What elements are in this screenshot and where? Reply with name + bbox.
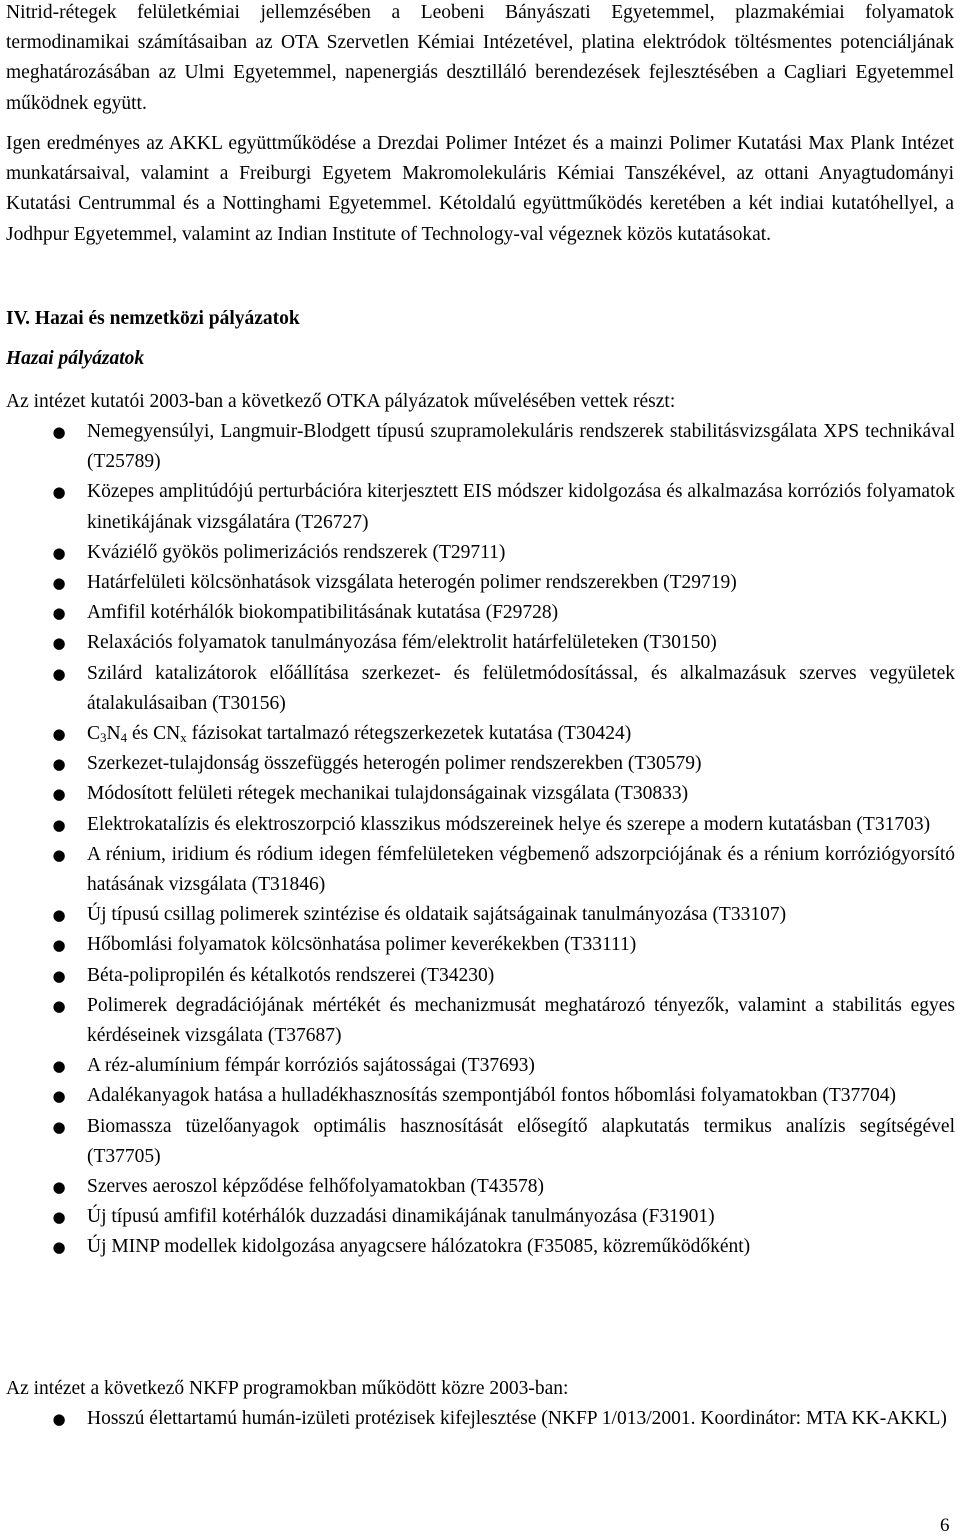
bullet-icon: ● xyxy=(52,1178,66,1197)
list-item-text: Kváziélő gyökös polimerizációs rendszerek (T29711) xyxy=(87,541,506,563)
nkfp-list xyxy=(0,1404,960,1434)
bullet-icon: ● xyxy=(52,755,66,774)
list-item-text: Béta-polipropilén és kétalkotós rendszerei (T34230) xyxy=(87,964,495,986)
list-item xyxy=(0,538,960,568)
list-item-text: Módosított felületi rétegek mechanikai tulajdonságainak vizsgálata (T30833) xyxy=(87,783,689,805)
bullet-icon: ● xyxy=(52,1057,66,1076)
bullet-icon: ● xyxy=(52,664,66,683)
subsection-title: Hazai pályázatok xyxy=(6,348,145,369)
page-number: 6 xyxy=(940,1515,950,1536)
list-item xyxy=(0,961,960,991)
bullet-icon: ● xyxy=(52,604,66,623)
list-item xyxy=(0,659,960,719)
list-item-text: Adalékanyagok hatása a hulladékhasznosítás szempontjából fontos hőbomlási folyamatokban (T37704) xyxy=(87,1085,897,1107)
list-item-text: A rénium, iridium és ródium idegen fémfelületeken végbemenő adszorpciójának és a rénium korróziógyorsító hatásának vizsgálata (T31846) xyxy=(87,843,955,896)
list-item xyxy=(0,1081,960,1111)
nkfp-intro: Az intézet a következő NKFP programokban működött közre 2003-ban: xyxy=(6,1378,569,1399)
list-item-text: Relaxációs folyamatok tanulmányozása fém/elektrolit határfelületeken (T30150) xyxy=(87,632,717,654)
list-item-text: Elektrokatalízis és elektroszorpció klasszikus módszereinek helye és szerepe a modern kutatásban (T31703) xyxy=(87,813,931,835)
list-item xyxy=(0,568,960,598)
list-item xyxy=(0,1404,960,1434)
bullet-icon: ● xyxy=(52,574,66,593)
bullet-icon: ● xyxy=(52,1208,66,1227)
bullet-icon: ● xyxy=(52,906,66,925)
list-item-text: Határfelületi kölcsönhatások vizsgálata heterogén polimer rendszerekben (T29719) xyxy=(87,572,737,594)
formula-cn-subscript: x xyxy=(180,730,187,746)
list-item xyxy=(0,477,960,537)
list-item-text: Új típusú csillag polimerek szintézise és oldataik sajátságainak tanulmányozása (T33107) xyxy=(87,904,787,926)
list-item-text: Polimerek degradációjának mértékét és mechanizmusát meghatározó tényezők, valamint a stabilitás egyes kérdéseinek vizsgálata (T37687) xyxy=(87,994,955,1047)
bullet-icon: ● xyxy=(52,423,66,441)
bullet-icon: ● xyxy=(52,1410,66,1428)
bullet-icon: ● xyxy=(52,996,66,1015)
list-item xyxy=(0,840,960,900)
list-item-formula xyxy=(0,719,960,749)
list-item-text: Hőbomlási folyamatok kölcsönhatása polimer keverékekben (T33111) xyxy=(87,934,637,956)
list-item-text: Amfifil kotérhálók biokompatibilitásának kutatása (F29728) xyxy=(87,602,559,624)
list-item xyxy=(0,1232,960,1262)
list-item-text: Nemegyensúlyi, Langmuir-Blodgett típusú szupramolekuláris rendszerek stabilitásvizsgálata XPS technikával (T25789) xyxy=(87,421,955,473)
list-item-text: Szilárd katalizátorok előállítása szerkezet- és felületmódosítással, és alkalmazásuk szerves vegyületek átalakulásaiban (T30156) xyxy=(87,662,955,714)
paragraph-cooperation-1: Nitrid-rétegek felületkémiai jellemzésében a Leobeni Bányászati Egyetemmel, plazmakémiai folyamatok termodinamikai számításaiban az OTA Szervetlen Kémiai Intézetével, platina elektródok töltésmentes potenciáljának meghatározásában az Ulmi Egyetemmel, napenergiás desztilláló berendezések fejlesztésében a Cagliari Egyetemmel működnek együtt. xyxy=(6,2,954,114)
bullet-icon: ● xyxy=(52,483,66,502)
formula-c: C xyxy=(87,723,101,745)
bullet-icon: ● xyxy=(52,634,66,653)
list-item xyxy=(0,417,960,477)
formula-n-subscript: 4 xyxy=(120,730,128,746)
paragraph-cooperation-2: Igen eredményes az AKKL együttműködése a Drezdai Polimer Intézet és a mainzi Polimer Kutatási Max Plank Intézet munkatársaival, valamint a Freiburgi Egyetem Makromolekuláris Kémiai Tanszékével, az ottani Anyagtudományi Kutatási Centrummal és a Nottinghami Egyetemmel. Kétoldalú együttműködés keretében a két indiai kutatóhellyel, a Jodhpur Egyetemmel, valamint az Indian Institute of Technology-val végeznek közös kutatásokat. xyxy=(6,133,954,245)
list-item-text: A réz-alumínium fémpár korróziós sajátosságai (T37693) xyxy=(87,1055,535,1077)
bullet-icon: ● xyxy=(52,966,66,985)
list-item xyxy=(0,991,960,1051)
bullet-icon: ● xyxy=(52,1117,66,1136)
bullet-icon: ● xyxy=(52,815,66,834)
list-item-text: Új típusú amfifil kotérhálók duzzadási dinamikájának tanulmányozása (F31901) xyxy=(87,1206,715,1228)
list-item xyxy=(0,1202,960,1232)
bullet-icon: ● xyxy=(52,1238,66,1257)
list-item xyxy=(0,749,960,779)
bullet-icon: ● xyxy=(52,936,66,955)
list-item-text: Szerves aeroszol képződése felhőfolyamatokban (T43578) xyxy=(87,1176,544,1198)
bullet-icon: ● xyxy=(52,543,66,562)
formula-c-subscript: 3 xyxy=(100,730,107,746)
list-item xyxy=(0,779,960,809)
list-item-text: Új MINP modellek kidolgozása anyagcsere hálózatokra (F35085, közreműködőként) xyxy=(87,1236,751,1258)
list-item xyxy=(0,1051,960,1081)
list-item xyxy=(0,930,960,960)
formula-and-cn: és CN xyxy=(127,723,181,745)
otka-intro: Az intézet kutatói 2003-ban a következő OTKA pályázatok művelésében vettek részt: xyxy=(6,391,676,412)
list-item-text: Biomassza tüzelőanyagok optimális hasznosítását elősegítő alapkutatás termikus analízis segítségével (T37705) xyxy=(87,1115,955,1167)
list-item xyxy=(0,598,960,628)
bullet-icon: ● xyxy=(52,785,66,804)
bullet-icon: ● xyxy=(52,845,66,864)
section-title: IV. Hazai és nemzetközi pályázatok xyxy=(6,308,300,329)
list-item-text: Szerkezet-tulajdonság összefüggés heterogén polimer rendszerekben (T30579) xyxy=(87,753,702,775)
list-item-text: Hosszú élettartamú humán-izületi protézisek kifejlesztése (NKFP 1/013/2001. Koordinátor: MTA KK-AKKL) xyxy=(87,1408,947,1429)
otka-list xyxy=(0,417,960,1263)
formula-rest: fázisokat tartalmazó rétegszerkezetek kutatása (T30424) xyxy=(186,723,632,745)
list-item xyxy=(0,900,960,930)
bullet-icon: ● xyxy=(52,725,66,744)
list-item xyxy=(0,628,960,658)
list-item xyxy=(0,1172,960,1202)
formula-n: N xyxy=(106,723,121,745)
list-item xyxy=(0,810,960,840)
list-item-text: Közepes amplitúdójú perturbációra kiterjesztett EIS módszer kidolgozása és alkalmazása korróziós folyamatok kinetikájának vizsgálatára (T26727) xyxy=(87,481,955,533)
bullet-icon: ● xyxy=(52,1087,66,1106)
list-item xyxy=(0,1112,960,1172)
